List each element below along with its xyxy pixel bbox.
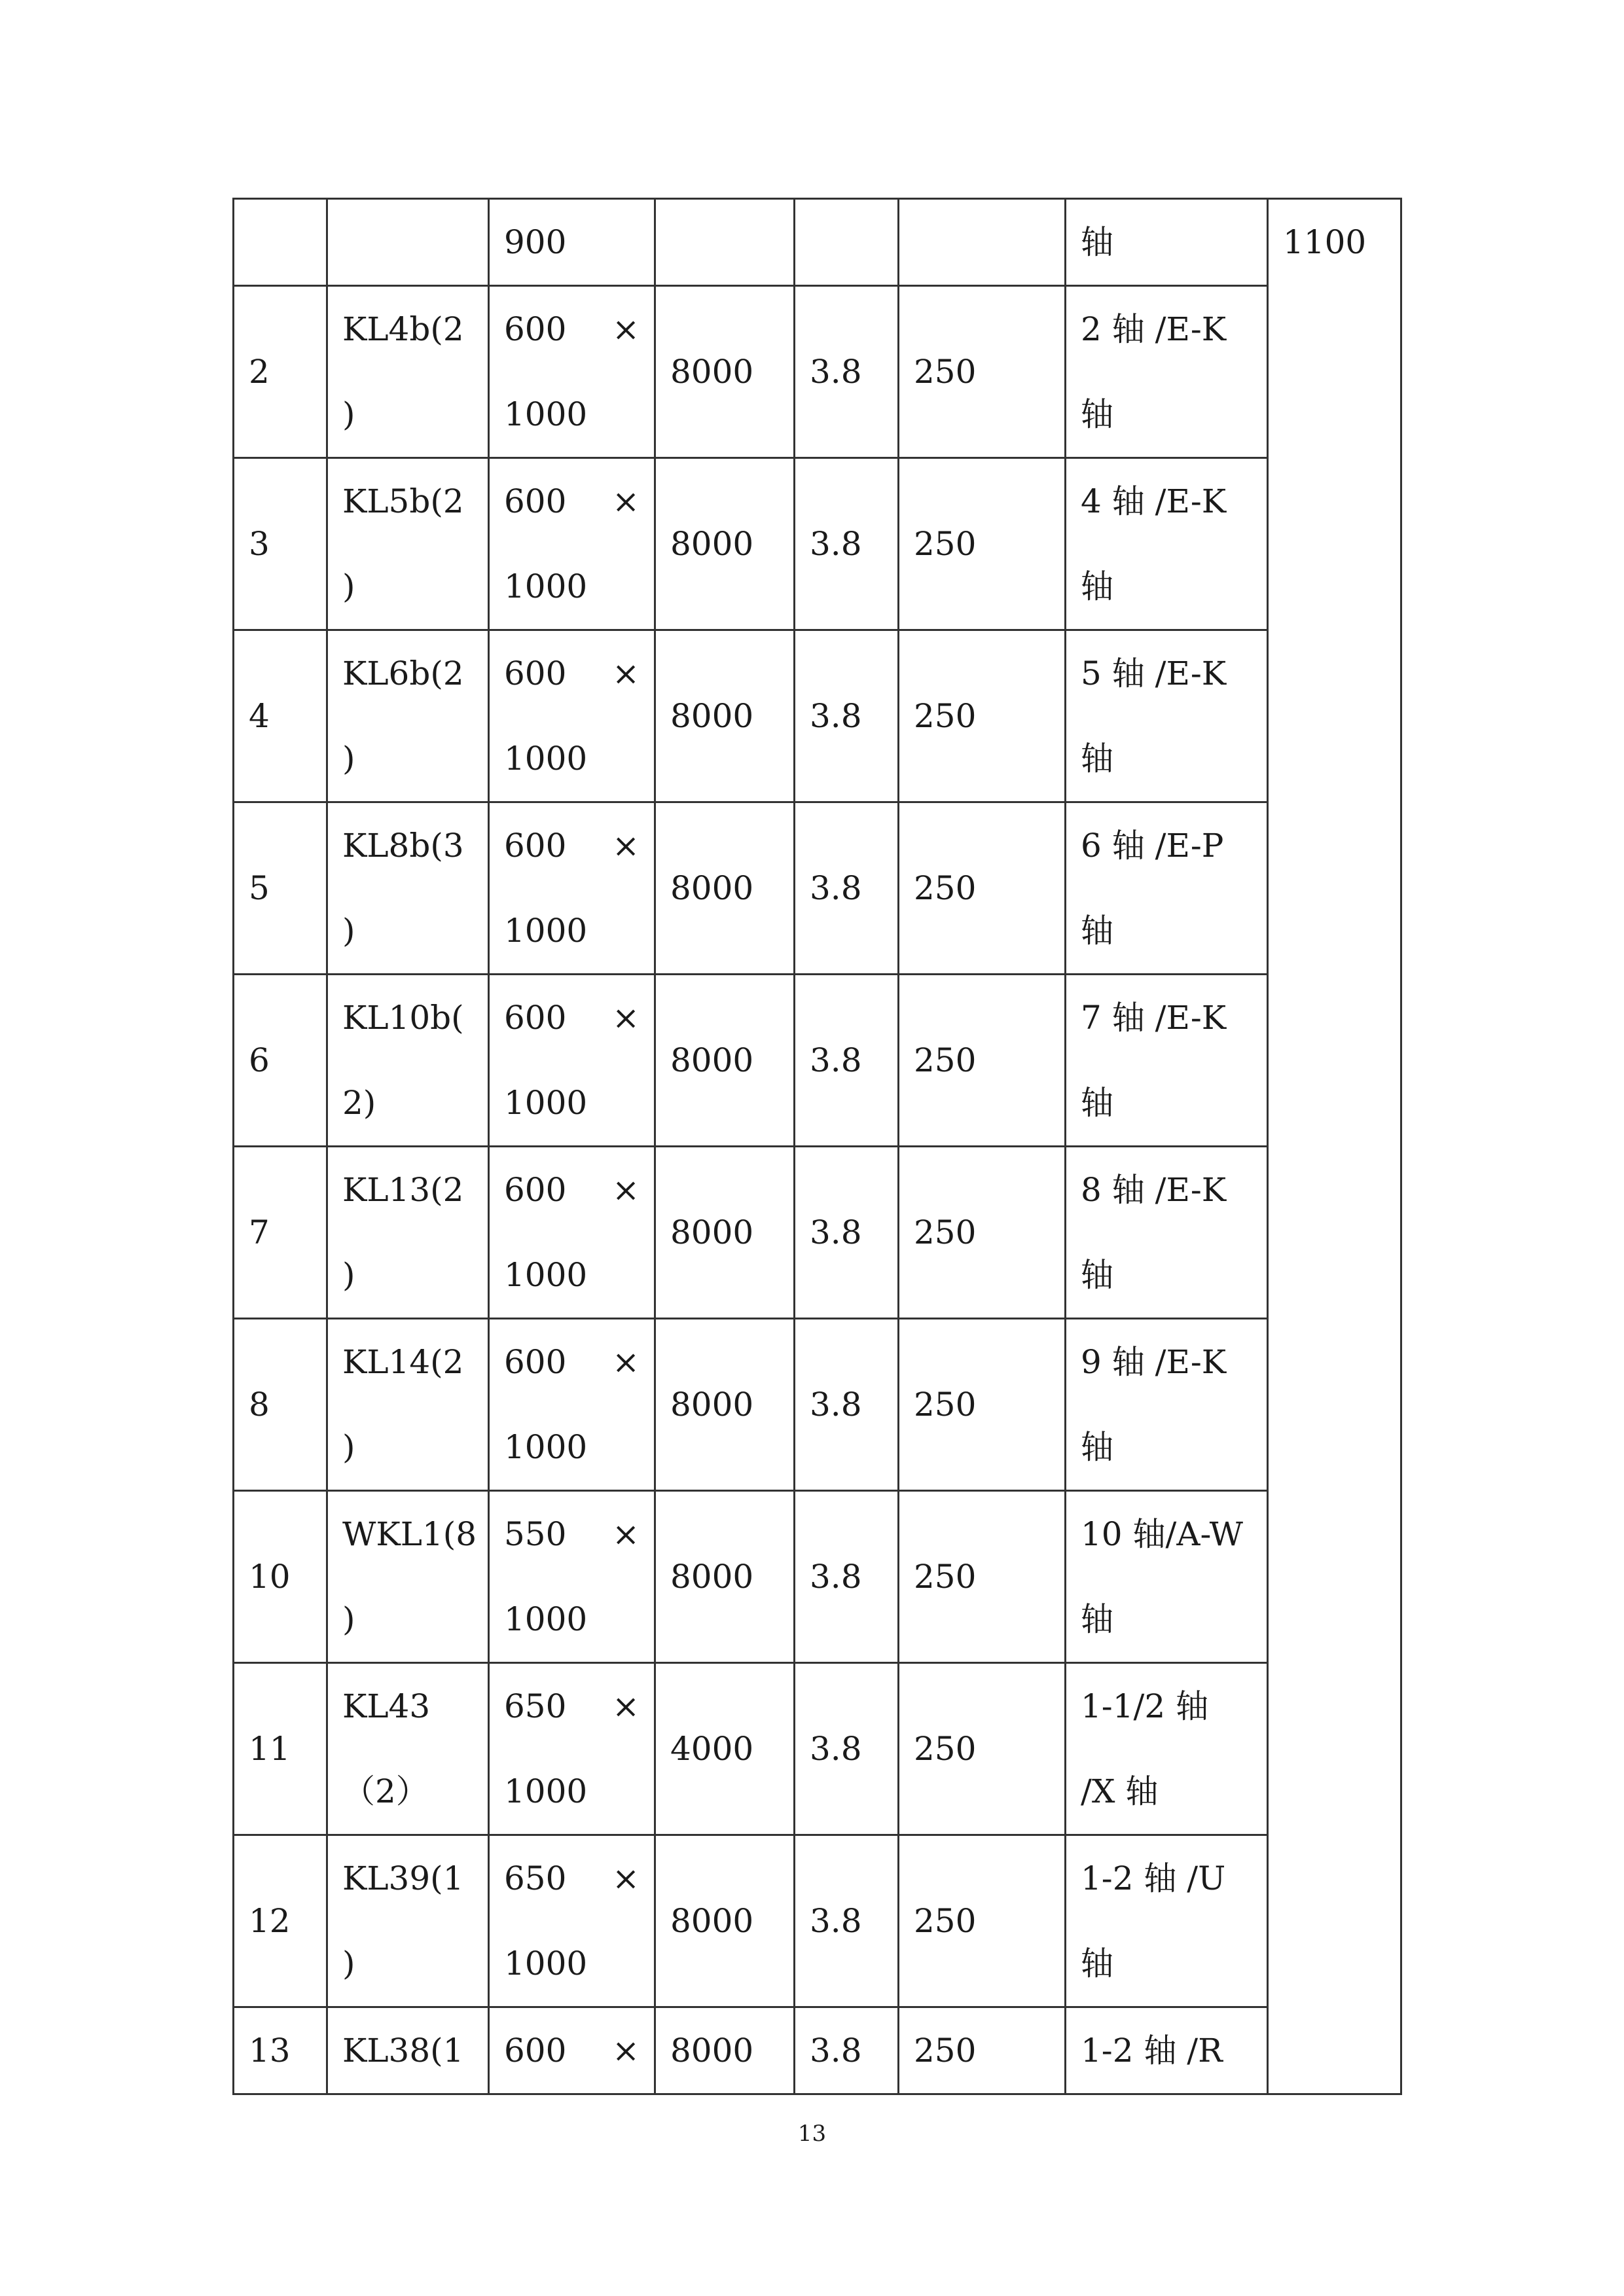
name-line-1: KL13(2 — [342, 1171, 464, 1209]
name-line-2: ) — [342, 912, 355, 950]
cell-no: 11 — [234, 1663, 327, 1835]
cell-axis — [1066, 286, 1268, 458]
cell-span: 8000 — [655, 1835, 795, 2007]
axis-line-2: 轴 — [1081, 1256, 1113, 1294]
cell-height: 3.8 — [795, 2007, 899, 2094]
cell-axis — [1066, 975, 1268, 1147]
cell-dims — [489, 802, 655, 975]
axis-line-2: 轴 — [1081, 395, 1113, 433]
name-line-2: ) — [342, 395, 355, 433]
name-line-1: KL8b(3 — [342, 827, 464, 865]
dim-height: 1000 — [504, 740, 588, 778]
dim-times: × — [612, 1343, 640, 1381]
dim-width: 600 — [504, 827, 567, 865]
table-row — [234, 630, 1401, 802]
name-line-2: ) — [342, 1256, 355, 1294]
cell-no: 10 — [234, 1491, 327, 1663]
cell-height — [795, 199, 899, 286]
table-row — [234, 1147, 1401, 1319]
cell-span: 8000 — [655, 975, 795, 1147]
cell-merged-value: 1100 — [1268, 199, 1401, 2094]
dim-height: 1000 — [504, 395, 588, 433]
dim-height: 1000 — [504, 1256, 588, 1294]
name-line-1: WKL1(8 — [342, 1515, 477, 1553]
dim-height: 1000 — [504, 1772, 588, 1810]
axis-line-1: 2 轴 /E-K — [1081, 310, 1227, 348]
dim-times: × — [612, 655, 640, 692]
cell-thickness: 250 — [899, 1491, 1066, 1663]
axis-line-1: 4 轴 /E-K — [1081, 482, 1227, 520]
dim-height: 1000 — [504, 1600, 588, 1638]
cell-span: 8000 — [655, 1491, 795, 1663]
cell-axis — [1066, 1147, 1268, 1319]
axis-line-2: 轴 — [1081, 567, 1113, 605]
dim-times: × — [612, 999, 640, 1037]
axis-line-1: 9 轴 /E-K — [1081, 1343, 1227, 1381]
name-line-1: KL39(1 — [342, 1859, 464, 1897]
cell-no: 5 — [234, 802, 327, 975]
axis-line-1: 8 轴 /E-K — [1081, 1171, 1227, 1209]
cell-name — [327, 1491, 489, 1663]
table-row — [234, 199, 1401, 286]
beam-table — [232, 198, 1402, 2095]
dim-height: 1000 — [504, 1428, 588, 1466]
cell-thickness: 250 — [899, 1147, 1066, 1319]
cell-no: 13 — [234, 2007, 327, 2094]
dim-width: 650 — [504, 1687, 567, 1725]
axis-line-2: 轴 — [1081, 912, 1113, 950]
cell-no: 4 — [234, 630, 327, 802]
cell-height: 3.8 — [795, 1835, 899, 2007]
table-row — [234, 802, 1401, 975]
axis-line-2: 轴 — [1081, 1945, 1113, 1982]
table-row — [234, 1319, 1401, 1491]
cell-dims — [489, 1491, 655, 1663]
cell-dims — [489, 2007, 655, 2094]
name-line-1: KL14(2 — [342, 1343, 464, 1381]
cell-dims: 900 — [489, 199, 655, 286]
dim-times: × — [612, 482, 640, 520]
cell-height: 3.8 — [795, 1491, 899, 1663]
cell-thickness: 250 — [899, 286, 1066, 458]
cell-span: 8000 — [655, 1147, 795, 1319]
cell-thickness: 250 — [899, 1663, 1066, 1835]
table-row — [234, 1663, 1401, 1835]
cell-thickness: 250 — [899, 1835, 1066, 2007]
dim-width: 600 — [504, 655, 567, 692]
dim-width: 550 — [504, 1515, 567, 1553]
table-body — [234, 199, 1401, 2094]
cell-height: 3.8 — [795, 630, 899, 802]
cell-height: 3.8 — [795, 458, 899, 630]
cell-name — [327, 802, 489, 975]
cell-name — [327, 1147, 489, 1319]
name-line-2: ) — [342, 740, 355, 778]
cell-span: 8000 — [655, 1319, 795, 1491]
cell-dims — [489, 1835, 655, 2007]
cell-dims — [489, 630, 655, 802]
cell-span: 8000 — [655, 458, 795, 630]
cell-dims — [489, 1663, 655, 1835]
cell-no: 12 — [234, 1835, 327, 2007]
cell-dims — [489, 286, 655, 458]
dim-times: × — [612, 827, 640, 865]
name-line-2: ) — [342, 567, 355, 605]
name-line-2: ) — [342, 1600, 355, 1638]
cell-dims — [489, 975, 655, 1147]
cell-thickness: 250 — [899, 802, 1066, 975]
cell-axis — [1066, 1835, 1268, 2007]
cell-height: 3.8 — [795, 286, 899, 458]
name-line-1: KL10b( — [342, 999, 464, 1037]
cell-axis — [1066, 630, 1268, 802]
cell-no: 3 — [234, 458, 327, 630]
name-line-2: ) — [342, 1945, 355, 1982]
dim-width: 600 — [504, 999, 567, 1037]
name-line-1: KL5b(2 — [342, 482, 464, 520]
cell-name — [327, 975, 489, 1147]
dim-times: × — [612, 2032, 640, 2070]
cell-height: 3.8 — [795, 975, 899, 1147]
table-row — [234, 458, 1401, 630]
cell-no: 2 — [234, 286, 327, 458]
dim-times: × — [612, 310, 640, 348]
dim-height: 1000 — [504, 1945, 588, 1982]
cell-thickness: 250 — [899, 458, 1066, 630]
dim-width: 600 — [504, 1171, 567, 1209]
dim-times: × — [612, 1515, 640, 1553]
axis-line-1: 10 轴/A-W — [1081, 1515, 1244, 1553]
dim-height: 1000 — [504, 567, 588, 605]
dim-width: 600 — [504, 482, 567, 520]
axis-line-1: 1-2 轴 /U — [1081, 1859, 1226, 1897]
cell-name — [327, 458, 489, 630]
axis-line-1: 6 轴 /E-P — [1081, 827, 1224, 865]
cell-axis: 轴 — [1066, 199, 1268, 286]
cell-thickness: 250 — [899, 2007, 1066, 2094]
axis-line-2: 轴 — [1081, 1428, 1113, 1466]
dim-width: 650 — [504, 1859, 567, 1897]
cell-no: 8 — [234, 1319, 327, 1491]
cell-height: 3.8 — [795, 1147, 899, 1319]
table-row — [234, 2007, 1401, 2094]
cell-no — [234, 199, 327, 286]
cell-name — [327, 286, 489, 458]
cell-name — [327, 199, 489, 286]
name-line-1: KL6b(2 — [342, 655, 464, 692]
cell-height: 3.8 — [795, 1319, 899, 1491]
cell-thickness: 250 — [899, 1319, 1066, 1491]
cell-axis — [1066, 458, 1268, 630]
name-line-1: KL43 — [342, 1687, 431, 1725]
cell-axis — [1066, 1663, 1268, 1835]
cell-span — [655, 199, 795, 286]
dim-width: 600 — [504, 310, 567, 348]
dim-width: 600 — [504, 2032, 567, 2070]
dim-times: × — [612, 1171, 640, 1209]
axis-line-1: 1-1/2 轴 — [1081, 1687, 1209, 1725]
cell-name — [327, 630, 489, 802]
cell-dims — [489, 1147, 655, 1319]
cell-no: 6 — [234, 975, 327, 1147]
cell-height: 3.8 — [795, 1663, 899, 1835]
name-line-2: （2） — [342, 1772, 429, 1810]
cell-axis — [1066, 802, 1268, 975]
table-row — [234, 975, 1401, 1147]
cell-span: 8000 — [655, 630, 795, 802]
axis-line-1: 7 轴 /E-K — [1081, 999, 1227, 1037]
axis-line-2: 轴 — [1081, 1084, 1113, 1122]
axis-line-2: 轴 — [1081, 1600, 1113, 1638]
table-row — [234, 1491, 1401, 1663]
cell-thickness: 250 — [899, 975, 1066, 1147]
name-line-2: ) — [342, 1428, 355, 1466]
cell-thickness: 250 — [899, 630, 1066, 802]
axis-line-2: 轴 — [1081, 740, 1113, 778]
cell-span: 4000 — [655, 1663, 795, 1835]
dim-width: 600 — [504, 1343, 567, 1381]
name-line-1: KL4b(2 — [342, 310, 464, 348]
cell-name — [327, 1835, 489, 2007]
axis-line-2: /X 轴 — [1081, 1772, 1159, 1810]
page-number: 13 — [797, 2121, 827, 2147]
name-line-2: 2) — [342, 1084, 376, 1122]
cell-dims — [489, 458, 655, 630]
cell-axis — [1066, 1491, 1268, 1663]
dim-height: 1000 — [504, 912, 588, 950]
cell-name: KL38(1 — [327, 2007, 489, 2094]
cell-no: 7 — [234, 1147, 327, 1319]
dim-times: × — [612, 1859, 640, 1897]
dim-height: 1000 — [504, 1084, 588, 1122]
table-row — [234, 286, 1401, 458]
cell-name — [327, 1663, 489, 1835]
cell-span: 8000 — [655, 286, 795, 458]
cell-span: 8000 — [655, 2007, 795, 2094]
cell-span: 8000 — [655, 802, 795, 975]
cell-name — [327, 1319, 489, 1491]
cell-dims — [489, 1319, 655, 1491]
table-row — [234, 1835, 1401, 2007]
cell-thickness — [899, 199, 1066, 286]
dim-times: × — [612, 1687, 640, 1725]
cell-height: 3.8 — [795, 802, 899, 975]
cell-axis: 1-2 轴 /R — [1066, 2007, 1268, 2094]
axis-line-1: 5 轴 /E-K — [1081, 655, 1227, 692]
cell-axis — [1066, 1319, 1268, 1491]
